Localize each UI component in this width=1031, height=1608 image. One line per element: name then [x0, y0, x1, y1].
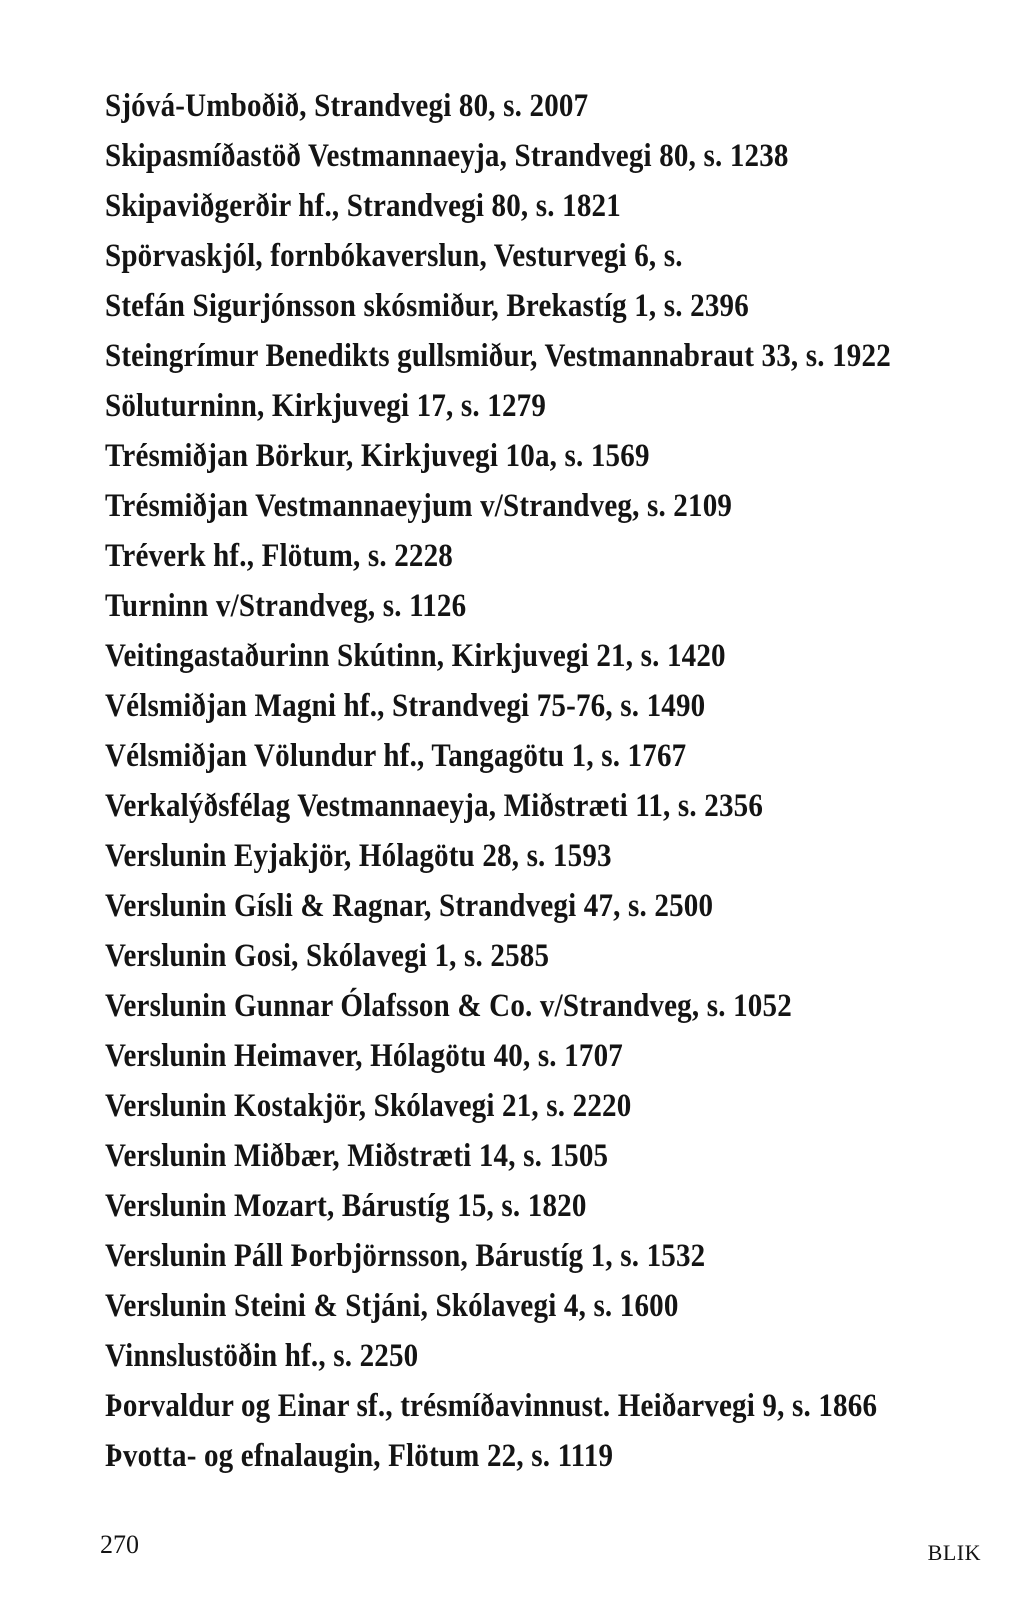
- directory-entry: Vélsmiðjan Magni hf., Strandvegi 75-76, s. 1490: [105, 688, 706, 724]
- directory-entry: Verslunin Mozart, Bárustíg 15, s. 1820: [105, 1188, 587, 1224]
- directory-entry: Veitingastaðurinn Skútinn, Kirkjuvegi 21, s. 1420: [105, 638, 726, 674]
- directory-entry: Trésmiðjan Börkur, Kirkjuvegi 10a, s. 1569: [105, 438, 650, 474]
- directory-entry: Tréverk hf., Flötum, s. 2228: [105, 538, 453, 574]
- directory-entry: Steingrímur Benedikts gullsmiður, Vestmannabraut 33, s. 1922: [105, 338, 891, 374]
- directory-entry: Verslunin Gunnar Ólafsson & Co. v/Strandveg, s. 1052: [105, 988, 792, 1024]
- directory-entry: Verslunin Heimaver, Hólagötu 40, s. 1707: [105, 1038, 623, 1074]
- directory-entry: Skipaviðgerðir hf., Strandvegi 80, s. 1821: [105, 188, 621, 224]
- directory-entry: Verslunin Gosi, Skólavegi 1, s. 2585: [105, 938, 550, 974]
- directory-entry: Þvotta- og efnalaugin, Flötum 22, s. 1119: [105, 1438, 614, 1474]
- directory-entry: Vinnslustöðin hf., s. 2250: [105, 1338, 419, 1374]
- directory-entry: Verslunin Steini & Stjáni, Skólavegi 4, s. 1600: [105, 1288, 679, 1324]
- page-number: 270: [100, 1530, 139, 1559]
- directory-entry: Þorvaldur og Einar sf., trésmíðavinnust. Heiðarvegi 9, s. 1866: [105, 1388, 878, 1424]
- directory-entry: Sjóvá-Umboðið, Strandvegi 80, s. 2007: [105, 88, 589, 124]
- directory-entry: Turninn v/Strandveg, s. 1126: [105, 588, 467, 624]
- directory-entry: Verslunin Gísli & Ragnar, Strandvegi 47, s. 2500: [105, 888, 714, 924]
- directory-entry: Verslunin Eyjakjör, Hólagötu 28, s. 1593: [105, 838, 612, 874]
- directory-entry: Vélsmiðjan Völundur hf., Tangagötu 1, s. 1767: [105, 738, 687, 774]
- directory-entry: Verslunin Miðbær, Miðstræti 14, s. 1505: [105, 1138, 609, 1174]
- directory-entry: Stefán Sigurjónsson skósmiður, Brekastíg 1, s. 2396: [105, 288, 749, 324]
- directory-entry: Trésmiðjan Vestmannaeyjum v/Strandveg, s. 2109: [105, 488, 733, 524]
- directory-entry: Verkalýðsfélag Vestmannaeyja, Miðstræti 11, s. 2356: [105, 788, 764, 824]
- directory-entry: Verslunin Páll Þorbjörnsson, Bárustíg 1, s. 1532: [105, 1238, 706, 1274]
- directory-entry: Söluturninn, Kirkjuvegi 17, s. 1279: [105, 388, 547, 424]
- directory-entry: Verslunin Kostakjör, Skólavegi 21, s. 2220: [105, 1088, 632, 1124]
- running-title: BLIK: [927, 1540, 981, 1565]
- directory-entry: Skipasmíðastöð Vestmannaeyja, Strandvegi 80, s. 1238: [105, 138, 789, 174]
- directory-entry: Spörvaskjól, fornbókaverslun, Vesturvegi 6, s.: [105, 238, 683, 274]
